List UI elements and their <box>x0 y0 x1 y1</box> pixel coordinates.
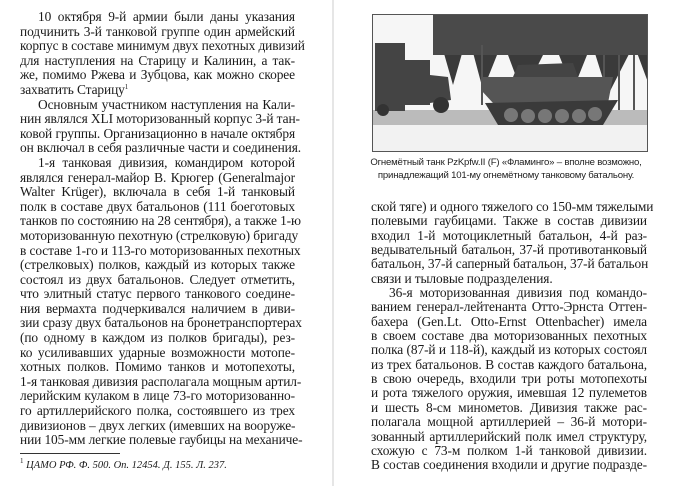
text-line <box>20 98 295 113</box>
text-line <box>20 185 295 200</box>
text-line <box>20 315 302 331</box>
text-line <box>371 229 647 243</box>
text-line-content: ской тяге) и одного тяжелого со 150-мм тяжелыми <box>371 199 654 214</box>
text-line-content: являлся генерал-майор В. Крюгер (Generalmajor <box>20 169 295 185</box>
text-line-content: входил 1-й мотоциклетный батальон, 4-й раз- <box>371 227 647 243</box>
text-line <box>20 346 295 361</box>
text-line <box>20 25 295 40</box>
text-line-content: подчинить 3-й танковой группе один армейский <box>20 23 295 39</box>
text-line-content: полагала мощной артиллерией – 36-й мотори- <box>371 414 647 430</box>
text-line-content: из трех батальонов. В состав каждого батальона, <box>371 356 647 372</box>
text-line-content: го артиллерийского полка, состоявшего из трех <box>20 403 295 419</box>
text-line-content: (стрелковых) полков, каждый из которых также <box>20 257 295 273</box>
text-line-content: схожую с 73-м полком 1-й танковой дивизии. <box>371 442 647 458</box>
text-line <box>20 360 295 375</box>
text-line <box>20 38 305 54</box>
text-line <box>371 415 647 429</box>
text-line <box>20 258 295 273</box>
text-line <box>371 300 647 314</box>
text-line <box>371 199 654 214</box>
text-line <box>371 358 647 372</box>
text-line-content: в свою очередь, входили три роты мотопехоты <box>371 371 647 387</box>
text-line <box>20 287 295 302</box>
footnote-mark: 1 <box>20 457 24 465</box>
text-line <box>371 214 647 228</box>
text-line-content: захватить Старицу <box>20 81 125 97</box>
footnote <box>20 459 227 472</box>
text-line-content: В состав соединения входили и другие подразде- <box>371 457 647 473</box>
text-line-content: ко усиливавших ударные возможности мотопе- <box>20 344 295 360</box>
text-line <box>20 54 295 69</box>
text-line-content: ковой группы. Организационно в начале октября <box>20 125 295 141</box>
text-line <box>371 329 647 343</box>
text-line-content: Основным участником наступления на Кали- <box>38 96 295 112</box>
text-line <box>371 315 647 329</box>
text-line <box>20 242 301 259</box>
text-line <box>20 111 300 127</box>
left-page-text <box>20 9 305 448</box>
text-line-content: батальон, 37-й саперный батальон, 37-й батальон <box>371 256 649 272</box>
text-line <box>20 432 303 448</box>
text-line <box>371 343 647 357</box>
text-line <box>20 200 295 215</box>
text-line <box>20 389 295 404</box>
text-line-content: лерийским кулаком в лице 73-го моторизованно- <box>20 388 295 404</box>
footnote-reference[interactable]: 1 <box>124 82 129 91</box>
text-line-content: моторизованную пехотную (стрелковую) бригаду <box>20 227 299 243</box>
text-line <box>371 430 647 444</box>
text-line <box>371 243 647 257</box>
text-line-content: дивизионов – двух легких (имевших на вооруже- <box>20 417 296 433</box>
text-line <box>20 83 295 98</box>
text-line-content: нин являлся XLI моторизованный корпус 3-й тан- <box>20 111 300 127</box>
text-line <box>20 127 295 142</box>
text-line-content: хотных полков. Помимо танков и мотопехоты, <box>20 359 295 375</box>
text-line <box>371 257 647 271</box>
text-line <box>20 302 295 317</box>
text-line-content: состоял из двух батальонов. Следует отметить, <box>20 271 295 287</box>
text-line <box>20 419 295 434</box>
text-line-content: что элитный статус первого танкового соедине- <box>20 286 295 302</box>
text-line <box>20 10 295 25</box>
right-page <box>336 0 674 486</box>
text-line <box>371 458 647 472</box>
text-line-content: корпус в составе минимум двух пехотных дивизий <box>20 38 305 54</box>
page-gutter <box>332 0 334 486</box>
text-line-content: 1-я танковая дивизия располагала мощным артил- <box>20 373 302 389</box>
footnote-text: ЦАМО РФ. Ф. 500. Оп. 12454. Д. 155. Л. 237. <box>26 460 227 471</box>
text-line-content: зии сразу двух батальонов на бронетранспортерах <box>20 315 302 331</box>
text-line <box>20 227 299 244</box>
text-line-content: нии 105-мм легкие полевые гаубицы на механиче- <box>20 432 303 448</box>
text-line <box>20 273 295 288</box>
text-line-content: он включал в себя различные части и соединения. <box>20 140 302 156</box>
text-line <box>20 373 302 390</box>
text-line <box>20 140 302 156</box>
text-line-content: танков по состоянию на 28 сентября), а также 1-ю <box>20 213 301 229</box>
caption-line: принадлежащий 101-му огнемётному танковому батальону. <box>377 170 635 181</box>
text-line-content: и шесть 8-см минометов. Дивизия также рас- <box>371 399 647 415</box>
text-line <box>20 171 295 186</box>
text-line-content: же, помимо Ржева и Зубцова, как можно скорее <box>20 67 295 83</box>
text-line-content: ведывательный батальон, 37-й противотанковый <box>371 242 647 258</box>
text-line-content: 10 октября 9-й армии были даны указания <box>38 9 295 24</box>
text-line <box>371 386 647 400</box>
text-line-content: для наступления на Старицу и Калинин, а так- <box>20 52 295 68</box>
text-line <box>371 444 647 458</box>
footnote-rule <box>20 453 120 454</box>
text-line-content: полевыми гаубицами. Также в состав дивизии <box>371 213 647 229</box>
caption-line: Огнемётный танк PzKpfw.II (F) «Фламинго» – вполне возможно, <box>370 157 642 168</box>
text-line-content: зованный артиллерийский полк имел структуру, <box>371 428 647 444</box>
text-line <box>20 68 295 83</box>
text-line-content: 36-я моторизованная дивизия под командо- <box>389 285 647 301</box>
text-line <box>371 286 647 300</box>
text-line-content: бахера (Gen.Lt. Otto-Ernst Ottenbacher) имела <box>371 313 647 329</box>
text-line-content: ванием генерал-лейтенанта Отто-Эрнста Оттен- <box>371 299 647 315</box>
left-page <box>0 0 333 486</box>
text-line <box>371 401 647 415</box>
text-line <box>20 156 295 171</box>
photo-caption <box>356 156 656 182</box>
text-line-content: связи и тыловые подразделения. <box>371 270 553 286</box>
text-line-content: полка (87-й и 118-й), каждый из которых состоял <box>371 342 647 358</box>
text-line-content: полк в составе двух батальонов (111 боеготовых <box>20 198 295 214</box>
text-line-content: и рота тяжелого оружия, имевшая 12 пулеметов <box>371 385 647 401</box>
text-line-content: Walter Krüger), включала в себя 1-й танковый <box>20 184 295 200</box>
text-line-content: в своем составе два моторизованных пехотных <box>371 328 647 344</box>
text-line <box>371 272 647 286</box>
text-line <box>20 213 301 229</box>
text-line-content: 1-я танковая дивизия, командиром которой <box>38 154 295 170</box>
text-line-content: в составе 1-го и 113-го моторизованных пехотных <box>20 242 301 258</box>
text-line-content: ния вермахта подчеркивался наличием в диви- <box>20 300 295 316</box>
text-line <box>371 372 647 386</box>
text-line-content: (по одному в каждом из полков бригады), рез- <box>20 330 295 346</box>
right-page-text <box>371 199 654 473</box>
text-line <box>20 331 295 346</box>
text-line <box>20 404 295 419</box>
tank-photo <box>372 14 648 152</box>
